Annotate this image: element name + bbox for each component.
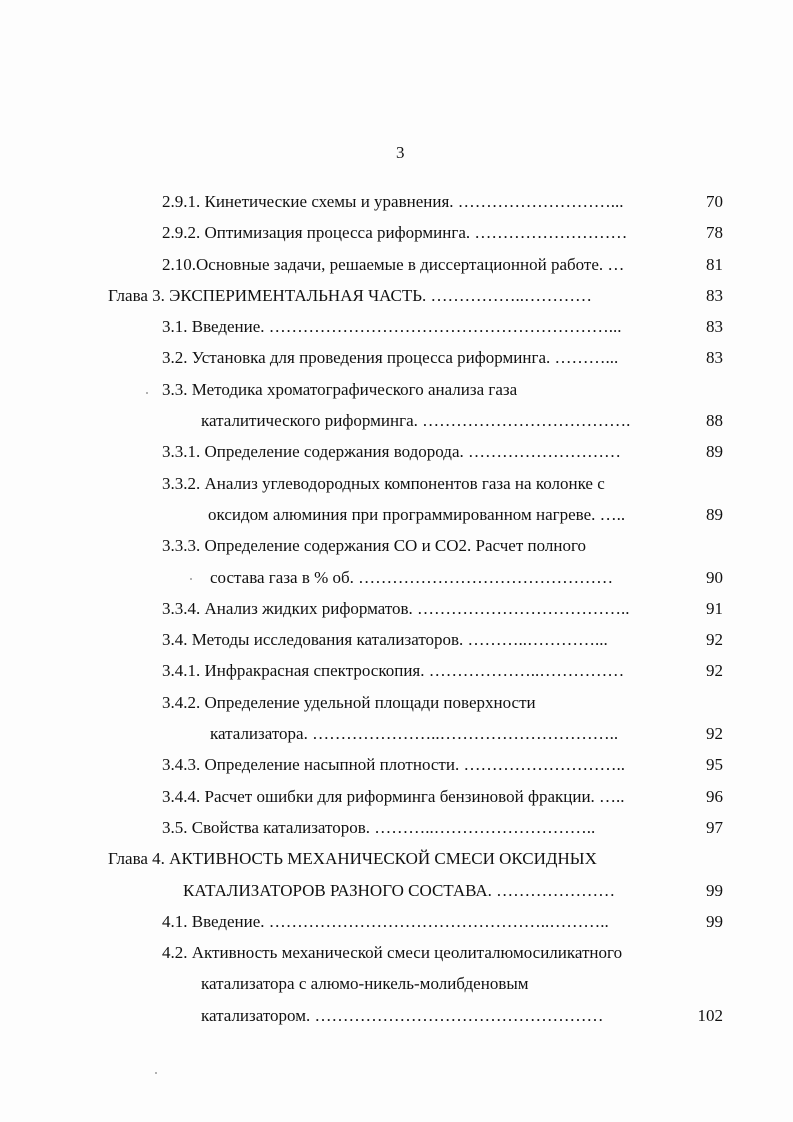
toc-entry [0, 249, 793, 280]
toc-entry-page: 89 [706, 504, 723, 524]
toc-entry-title: 3.3.1. Определение содержания водорода. ……………………… [162, 442, 621, 462]
toc-entry [0, 342, 793, 373]
toc-chapter-entry [0, 843, 793, 874]
toc-chapter-continuation [0, 875, 793, 906]
toc-entry-page: 99 [706, 911, 723, 931]
toc-entry-page: 92 [706, 724, 723, 744]
toc-entry [0, 781, 793, 812]
toc-entry-title: 2.9.2. Оптимизация процесса риформинга. ……………………… [162, 223, 628, 243]
toc-entry-title: 4.1. Введение. …………………………………………..……….. [162, 911, 609, 931]
toc-entry [0, 687, 793, 718]
toc-entry [0, 655, 793, 686]
toc-entry-title: 3.4.4. Расчет ошибки для риформинга бензиновой фракции. ….. [162, 786, 625, 806]
toc-entry [0, 468, 793, 499]
scan-speck [190, 578, 192, 580]
toc-entry-title: 3.3.2. Анализ углеводородных компонентов газа на колонке с [162, 473, 605, 493]
toc-entry [0, 906, 793, 937]
toc-entry-page: 88 [706, 411, 723, 431]
toc-entry-title: 3.4. Методы исследования катализаторов. ………..…………... [162, 630, 608, 650]
toc-entry-title-cont: катализатора. …………………..………………………….. [210, 724, 619, 744]
toc-entry-title-cont: катализатором. …………………………………………… [201, 1005, 604, 1025]
toc-entry [0, 624, 793, 655]
toc-entry-page: 99 [706, 880, 723, 900]
toc-entry-page: 97 [706, 817, 723, 837]
toc-chapter-title-cont: КАТАЛИЗАТОРОВ РАЗНОГО СОСТАВА. ………………… [183, 880, 616, 900]
toc-entry-page: 92 [706, 661, 723, 681]
toc-entry [0, 217, 793, 248]
toc-entry-title-cont: оксидом алюминия при программированном нагреве. ….. [208, 504, 626, 524]
toc-entry-title: 3.1. Введение. ……………………………………………………... [162, 317, 622, 337]
toc-entry [0, 186, 793, 217]
toc-entry-page: 83 [706, 317, 723, 337]
toc-entry-page: 83 [706, 285, 723, 305]
toc-entry-page: 91 [706, 598, 723, 618]
scan-speck [146, 392, 148, 394]
toc-entry-title-cont: состава газа в % об. ……………………………………… [210, 567, 614, 587]
toc-entry-title: 2.9.1. Кинетические схемы и уравнения. ………………………... [162, 192, 624, 211]
toc-entry-page: 78 [706, 223, 723, 243]
toc-entry-title-cont: катализатора с алюмо-никель-молибденовым [201, 974, 529, 994]
toc-entry [0, 593, 793, 624]
toc-entry-title: 3.5. Свойства катализаторов. ………..……………………….. [162, 817, 596, 837]
toc-entry [0, 374, 793, 405]
toc-entry-page: 102 [697, 1005, 723, 1025]
toc-entry-title: 3.3. Методика хроматографического анализа газа [162, 379, 518, 399]
toc-entry-continuation [0, 968, 793, 999]
toc-entry-title: 3.4.1. Инфракрасная спектроскопия. ………………..…………… [162, 661, 625, 681]
toc-entry-continuation [0, 562, 793, 593]
toc-entry-continuation [0, 1000, 793, 1031]
toc-entry-title: 3.4.3. Определение насыпной плотности. ……………………….. [162, 755, 625, 775]
toc-entry-title: 2.10.Основные задачи, решаемые в диссертационной работе. … [162, 254, 625, 274]
toc-entry-page: 83 [706, 348, 723, 368]
toc-entry-title: 3.2. Установка для проведения процесса риформинга. ………... [162, 348, 619, 368]
toc-entry [0, 436, 793, 467]
toc-entry-title: 3.4.2. Определение удельной площади поверхности [162, 692, 536, 712]
toc-entry [0, 749, 793, 780]
toc-chapter-title: Глава 4. АКТИВНОСТЬ МЕХАНИЧЕСКОЙ СМЕСИ ОКСИДНЫХ [108, 849, 597, 869]
toc-entry-page: 92 [706, 630, 723, 650]
toc-entry [0, 311, 793, 342]
toc-chapter-entry [0, 280, 793, 311]
toc-entry-page: 70 [706, 192, 723, 211]
toc-entry-page: 96 [706, 786, 723, 806]
toc-entry-title: 3.3.4. Анализ жидких риформатов. ……………………………….. [162, 598, 630, 618]
toc-entry-page: 81 [706, 254, 723, 274]
page-number: 3 [396, 143, 405, 162]
toc-chapter-title: Глава 3. ЭКСПЕРИМЕНТАЛЬНАЯ ЧАСТЬ. ……………..………… [108, 285, 593, 305]
toc-entry-page: 89 [706, 442, 723, 462]
toc-entry [0, 530, 793, 561]
toc-entry-title: 3.3.3. Определение содержания СО и СО2. Расчет полного [162, 536, 587, 556]
toc-entry-page: 95 [706, 755, 723, 775]
toc-entry [0, 812, 793, 843]
toc-entry [0, 937, 793, 968]
scan-speck [155, 1072, 157, 1074]
toc-entry-title: 4.2. Активность механической смеси цеолиталюмосиликатного [162, 943, 623, 963]
toc-entry-continuation [0, 499, 793, 530]
toc-entry-continuation [0, 718, 793, 749]
toc-entry-title-cont: каталитического риформинга. ………………………………. [201, 411, 631, 431]
toc-entry-page: 90 [706, 567, 723, 587]
toc-entry-continuation [0, 405, 793, 436]
table-of-contents [0, 186, 793, 1031]
